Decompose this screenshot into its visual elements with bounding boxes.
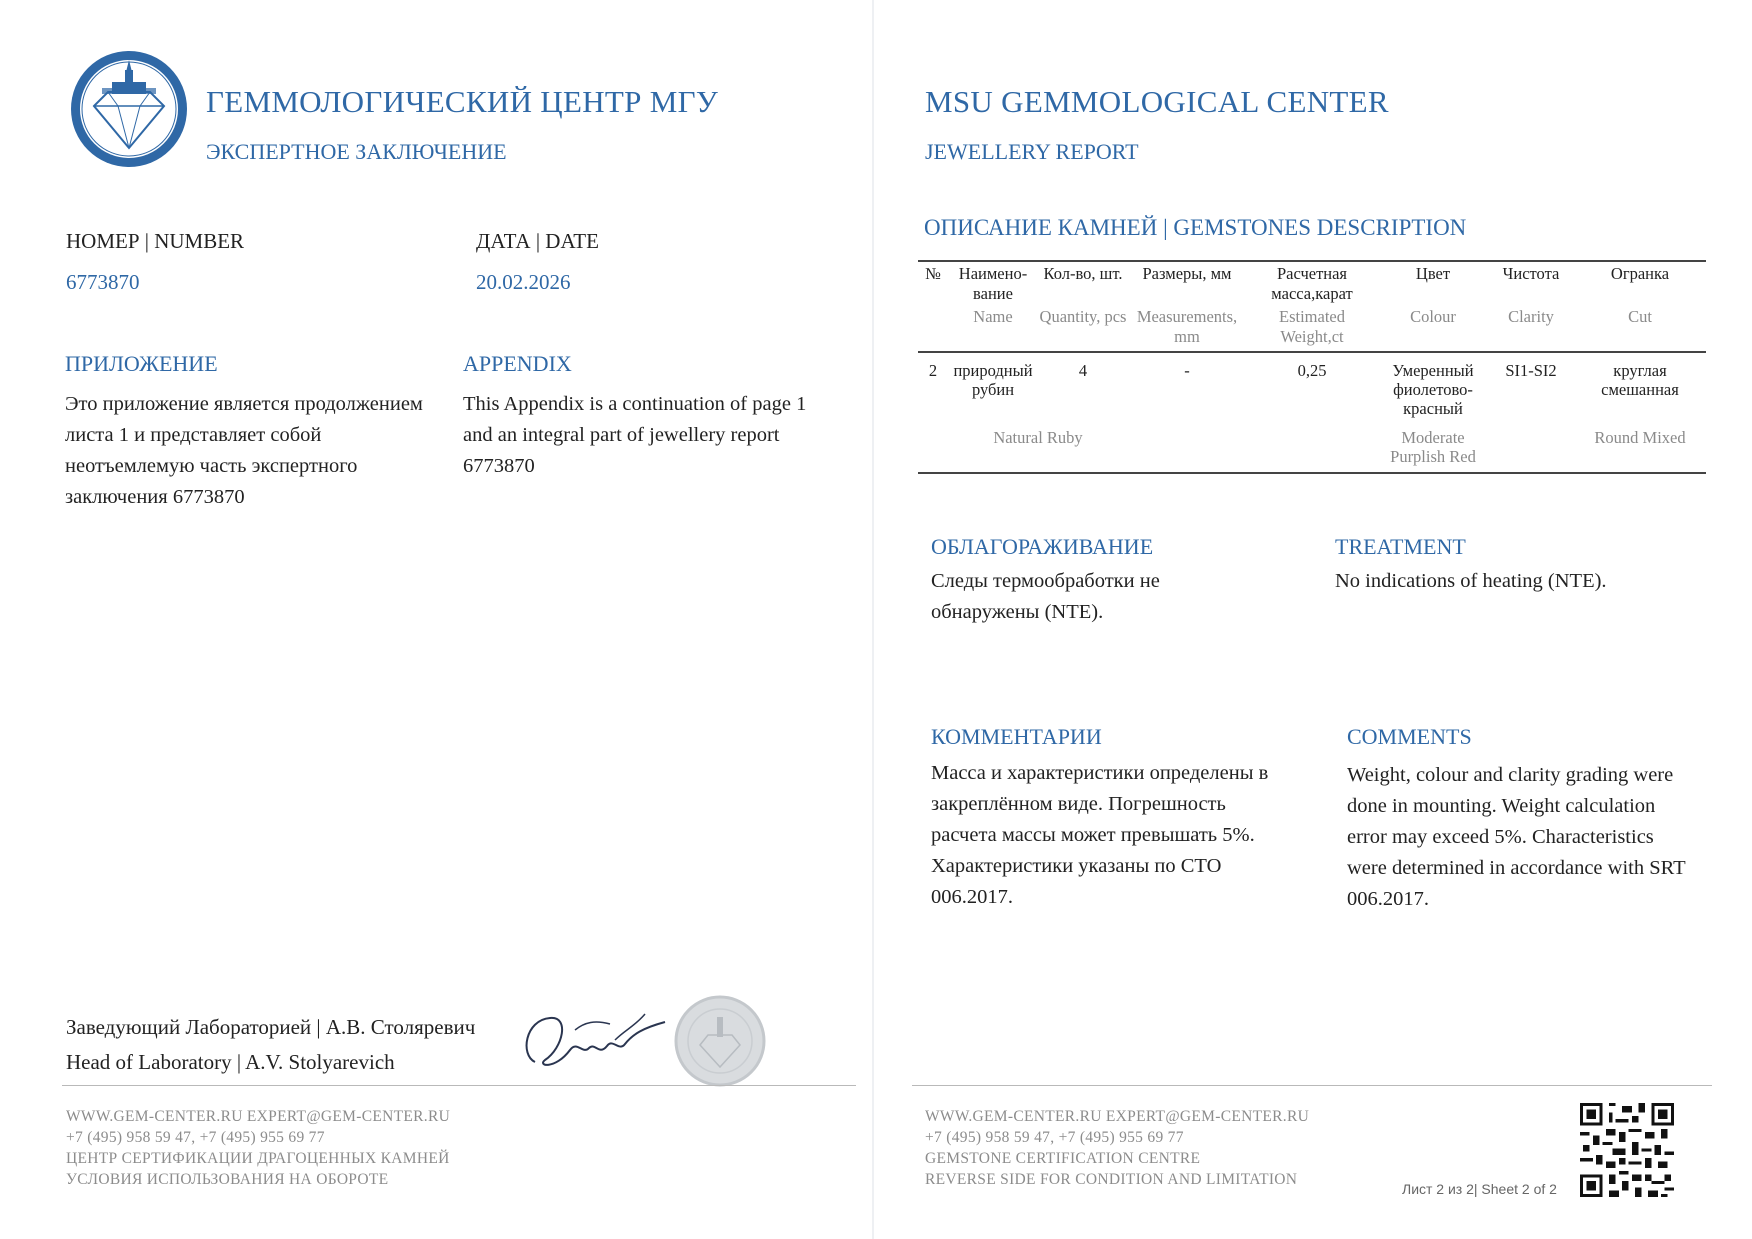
subtitle-en: JEWELLERY REPORT bbox=[925, 139, 1139, 164]
comments-text-en: Weight, colour and clarity grading were done in mounting. Weight calculation error may exceed 5%. Characteristics were determined in accordance with SRT 006.2017. bbox=[1347, 764, 1686, 910]
footer-right-terms: REVERSE SIDE FOR CONDITION AND LIMITATION bbox=[925, 1171, 1298, 1188]
title-ru: ГЕММОЛОГИЧЕСКИЙ ЦЕНТР МГУ bbox=[206, 84, 719, 119]
comments-text-ru: Масса и характеристики определены в закреплённом виде. Погрешность расчета массы может превышать 5%. Характеристики указаны по СТО 006.2017. bbox=[931, 762, 1269, 908]
header-colour-en: Colour bbox=[1378, 304, 1488, 352]
gemstones-table bbox=[918, 260, 1706, 474]
header-name-ru: Наимено-вание bbox=[948, 261, 1038, 304]
footer-left-web: WWW.GEM-CENTER.RU EXPERT@GEM-CENTER.RU bbox=[66, 1108, 451, 1125]
cell-cut-ru: круглая смешанная bbox=[1601, 361, 1679, 399]
treatment-text-ru: Следы термообработки не обнаружены (NTE). bbox=[931, 570, 1160, 623]
report-number: 6773870 bbox=[66, 270, 140, 294]
cell-colour-ru: Умеренный фиолетово-красный bbox=[1392, 361, 1474, 418]
number-label: НОМЕР | NUMBER bbox=[66, 229, 245, 253]
appendix-text-en: This Appendix is a continuation of page 1 and an integral part of jewellery report 6773870 bbox=[463, 393, 807, 477]
footer-divider-right bbox=[912, 1085, 1712, 1086]
head-of-lab-en: Head of Laboratory | A.V. Stolyarevich bbox=[66, 1050, 395, 1074]
footer-right-phone: +7 (495) 958 59 47, +7 (495) 955 69 77 bbox=[925, 1129, 1184, 1146]
footer-left-centre: ЦЕНТР СЕРТИФИКАЦИИ ДРАГОЦЕННЫХ КАМНЕЙ bbox=[66, 1150, 450, 1167]
cell-no: 2 bbox=[928, 361, 938, 380]
comments-title-en: COMMENTS bbox=[1347, 724, 1472, 749]
footer-divider-left bbox=[62, 1085, 856, 1086]
header-cut-ru: Огранка bbox=[1574, 261, 1706, 304]
footer-right bbox=[925, 1106, 1309, 1190]
cell-colour-en: Moderate Purplish Red bbox=[1378, 418, 1488, 473]
cell-name-en: Natural Ruby bbox=[948, 418, 1128, 473]
title-en: MSU GEMMOLOGICAL CENTER bbox=[925, 84, 1389, 119]
header-measurements-ru: Размеры, мм bbox=[1128, 261, 1246, 304]
subtitle-ru: ЭКСПЕРТНОЕ ЗАКЛЮЧЕНИЕ bbox=[206, 139, 507, 164]
header-weight-en: Estimated Weight,ct bbox=[1246, 304, 1378, 352]
head-of-lab-ru: Заведующий Лабораторией | А.В. Столяревич bbox=[66, 1015, 476, 1039]
sheet-number: Лист 2 из 2| Sheet 2 of 2 bbox=[1402, 1181, 1557, 1197]
header-measurements-en: Measurements, mm bbox=[1128, 304, 1246, 352]
footer-left-terms: УСЛОВИЯ ИСПОЛЬЗОВАНИЯ НА ОБОРОТЕ bbox=[66, 1171, 389, 1188]
gemstones-title: ОПИСАНИЕ КАМНЕЙ | GEMSTONES DESCRIPTION bbox=[924, 215, 1467, 240]
table-row bbox=[918, 352, 1706, 418]
header-cut-en: Cut bbox=[1574, 304, 1706, 352]
header-colour-ru: Цвет bbox=[1378, 261, 1488, 304]
header-no-en bbox=[918, 304, 948, 352]
appendix-text-ru: Это приложение является продолжением листа 1 и представляет собой неотъемлемую часть экспертного заключения 6773870 bbox=[65, 393, 423, 508]
header-no: № bbox=[918, 261, 948, 304]
cell-quantity: 4 bbox=[1078, 361, 1088, 380]
cell-weight: 0,25 bbox=[1297, 361, 1327, 380]
header-quantity-en: Quantity, pcs bbox=[1038, 304, 1128, 352]
appendix-title-en: APPENDIX bbox=[463, 351, 572, 376]
header-clarity-en: Clarity bbox=[1488, 304, 1574, 352]
appendix-title-ru: ПРИЛОЖЕНИЕ bbox=[65, 351, 218, 376]
header-name-en: Name bbox=[948, 304, 1038, 352]
table-row bbox=[918, 418, 1706, 473]
signature-icon bbox=[515, 1000, 675, 1080]
footer-right-centre: GEMSTONE CERTIFICATION CENTRE bbox=[925, 1150, 1201, 1167]
footer-left-phone: +7 (495) 958 59 47, +7 (495) 955 69 77 bbox=[66, 1129, 325, 1146]
header-clarity-ru: Чистота bbox=[1488, 261, 1574, 304]
msu-logo-icon bbox=[68, 48, 190, 170]
header-weight-ru: Расчетная масса,карат bbox=[1246, 261, 1378, 304]
cell-clarity: SI1-SI2 bbox=[1505, 361, 1557, 380]
footer-right-web: WWW.GEM-CENTER.RU EXPERT@GEM-CENTER.RU bbox=[925, 1108, 1310, 1125]
cell-cut-en: Round Mixed bbox=[1574, 418, 1706, 473]
header-quantity-ru: Кол-во, шт. bbox=[1038, 261, 1128, 304]
treatment-title-en: TREATMENT bbox=[1335, 534, 1466, 559]
date-label: ДАТА | DATE bbox=[476, 229, 599, 253]
report-date: 20.02.2026 bbox=[476, 270, 571, 294]
comments-title-ru: КОММЕНТАРИИ bbox=[931, 724, 1102, 749]
stamp-icon bbox=[672, 993, 768, 1089]
footer-left bbox=[66, 1106, 450, 1190]
qr-code-icon bbox=[1580, 1103, 1674, 1197]
cell-name-ru: природный рубин bbox=[953, 361, 1033, 399]
treatment-text-en: No indications of heating (NTE). bbox=[1335, 570, 1607, 592]
cell-measurements: - bbox=[1184, 361, 1190, 380]
treatment-title-ru: ОБЛАГОРАЖИВАНИЕ bbox=[931, 534, 1154, 559]
page-fold bbox=[872, 0, 874, 1239]
